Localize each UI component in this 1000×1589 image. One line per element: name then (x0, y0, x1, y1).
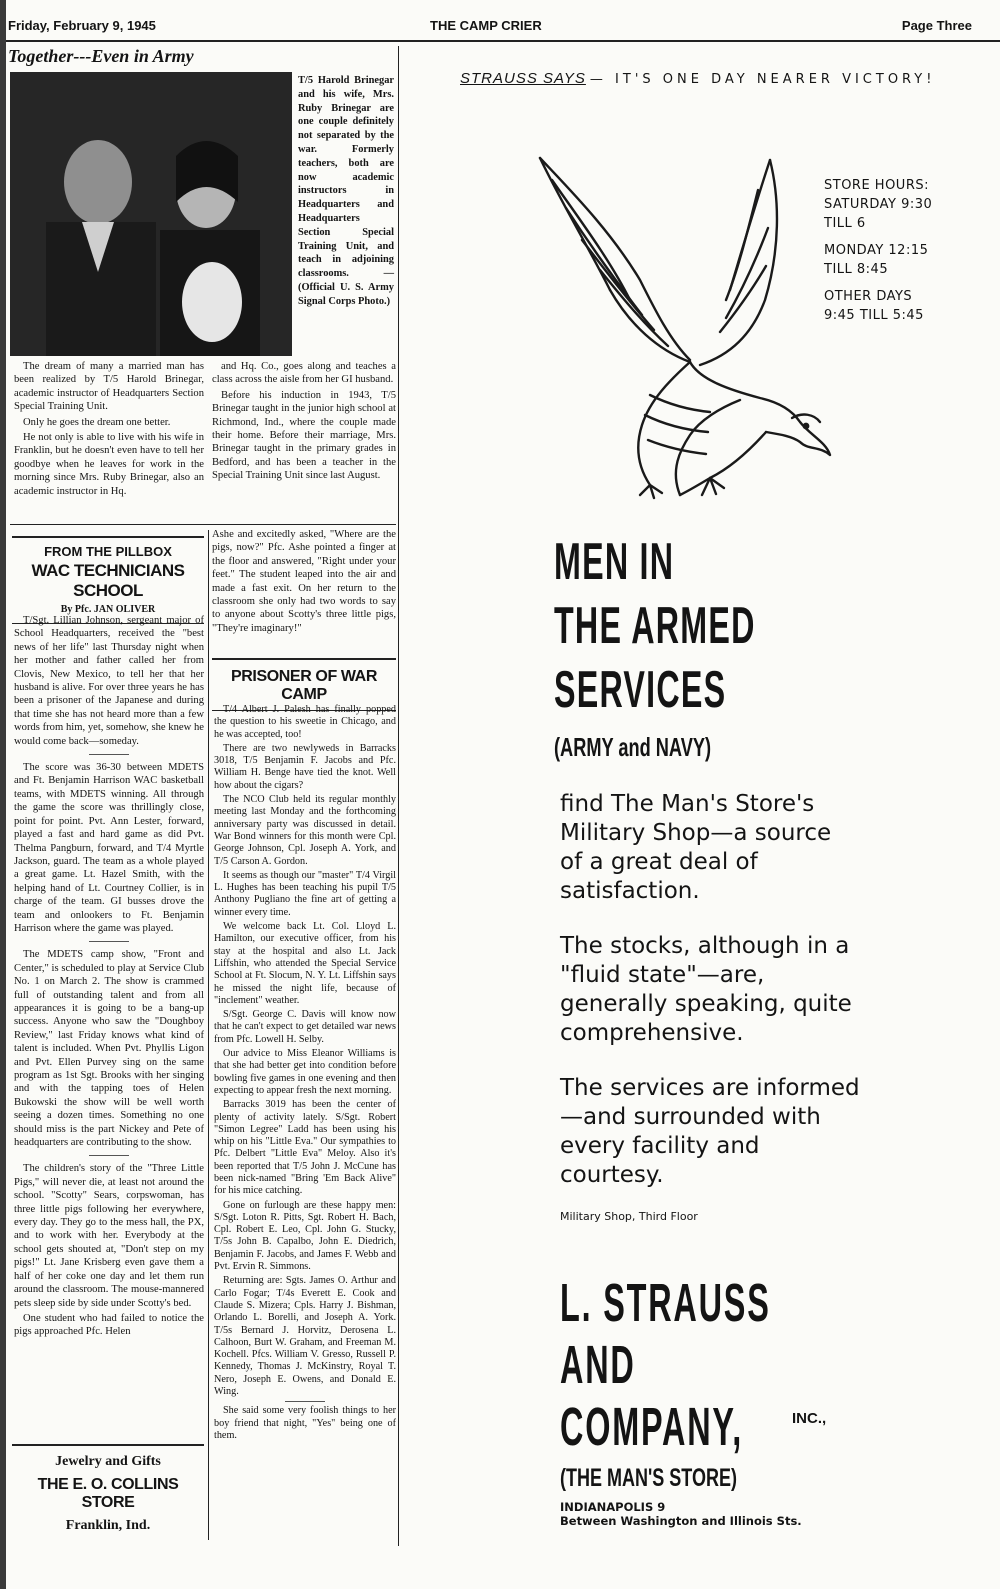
pow-paragraph: Barracks 3019 has been the center of plenty of activity lately. S/Sgt. Robert "Simon Legree" Ladd has been using his whip on his "Little Eva." Our sympathies to Pfc. Delbert "Little Eva" Meloy. Also it's been reported that T/5 John J. McCune has been nick-named "Bring 'Em Back Alive" for his mice catching. (214, 1099, 396, 1197)
masthead-rule (0, 40, 1000, 42)
collins-store-name: THE E. O. COLLINS STORE (37, 1476, 179, 1511)
store-hours-line: 9:45 TILL 5:45 (824, 308, 924, 323)
store-hours-line: MONDAY 12:15 (824, 243, 929, 258)
strauss-company (560, 1272, 980, 1528)
together-paragraph: The dream of many a married man has been realized by T/5 Harold Brinegar, academic instructor of Headquarters Section Special Training Unit. (14, 361, 204, 413)
issue-date: Friday, February 9, 1945 (8, 18, 156, 33)
couple-photo-illustration (10, 72, 292, 356)
store-hours (824, 176, 932, 325)
pillbox-paragraph: The score was 36-30 between MDETS and Ft. Benjamin Harrison WAC basketball teams, with MDETS winning. All through the game the score was thrillingly close, point for point. Pvt. Ann Lester, forward, played a fast and hard game as did Pvt. Thelma Pangburn, forward, and T/4 Myrtle Jackson, guard. The team as a whole played a great game. Lt. Hazel Smith, with the helping hand of Lt. Courtney Collier, is in charge of the team. GI busses drove the team and onlookers to Ft. Benjamin Harrison where the game was played. (14, 762, 204, 934)
together-column-left (14, 360, 204, 500)
strauss-slogan (460, 70, 935, 88)
pillbox-paragraph: The MDETS camp show, "Front and Center," is scheduled to play at Service Club No. 1 on March 2. The show is crammed full of outstanding talent and from all appearances it is going to be a bang-up success. Anyone who saw the "Doughboy Review," last Friday knows what kind of talent is included. When Pvt. Phyllis Ligon and Pvt. Ellen Purvey sing on the same program as 1st Sgt. Brooks with her singing and with the tapping toes of Helen Bukowski the show will be well worth seeing a dozen times. Something no one should miss is the part Nickey and Pete of headquarters are contributing to the show. (14, 949, 204, 1149)
pow-paragraph: Gone on furlough are these happy men: S/Sgt. Loton R. Pitts, Sgt. Robert H. Bach, Cpl. Robert E. Leo, Cpl. John G. Stucky, T/5s John B. Capalbo, John E. Diedrich, Benjamin F. Jacobs, and James F. Webb and Pvt. Ervin R. Simmons. (214, 1199, 396, 1273)
couple-photo (10, 72, 292, 356)
pillbox-header (12, 536, 204, 624)
collins-ad (12, 1444, 204, 1546)
shop-location: Military Shop, Third Floor (560, 1210, 698, 1223)
together-article (8, 46, 396, 67)
masthead (0, 14, 1000, 38)
big-heading-line: SERVICES (554, 661, 727, 719)
pow-paragraph: There are two newlyweds in Barracks 3018, T/5 Benjamin F. Jacobs and Pfc. William H. Benge have tied the knot. Well how about the cigars? (214, 742, 396, 791)
store-hours-line: STORE HOURS: (824, 178, 929, 193)
pillbox-continuation (212, 528, 396, 637)
strauss-address: Between Washington and Illinois Sts. (560, 1514, 802, 1528)
company-name-line: L. STRAUSS (560, 1273, 771, 1333)
paragraph-divider (89, 1155, 129, 1156)
strauss-city: INDIANAPOLIS 9 (560, 1500, 666, 1514)
pillbox-byline: By Pfc. JAN OLIVER (60, 604, 156, 615)
victory-slogan: — IT'S ONE DAY NEARER VICTORY! (589, 72, 936, 87)
article-rule (10, 524, 396, 525)
pow-paragraph: Returning are: Sgts. James O. Arthur and Carlo Fogar; T/4s Everett E. Cook and Claude S. Mizera; Cpls. Harry J. Bishman, Orlando L. Borelli, and Joseph A. York. T/5s Bernard J. Horvitz, Derosena L. Calhoon, Burt W. Graham, and Freeman M. Kochell. Pfcs. William V. Gresso, Russell P. Kennedy, Thomas J. McKinstry, Royal T. Nero, Joseph E. Owens, and Donald E. Wing. (214, 1275, 396, 1398)
together-paragraph: He not only is able to live with his wife in Franklin, but he doesn't even have to tell her goodbye when he leaves for work in the morning since Mrs. Ruby Brinegar, also an academic instructor in Hq. (14, 432, 204, 497)
pow-paragraph: We welcome back Lt. Col. Lloyd L. Hamilton, our executive officer, from his stay at the hospital and also Lt. Jack Liffshin, who attended the Special Service School at Ft. Slocum, N. Y. Lt. Liffshin says he missed the night life, because of "inclement" weather. (214, 921, 396, 1006)
pow-paragraph: Our advice to Miss Eleanor Williams is that she had better get into condition before bowling five games in one evening and then expecting to appear fresh the next morning. (214, 1048, 396, 1096)
collins-tagline: Jewelry and Gifts (55, 1454, 161, 1469)
strauss-paragraph: find The Man's Store's Military Shop—a source of a great deal of satisfaction. (560, 791, 832, 904)
pow-headline: PRISONER OF WAR CAMP (230, 668, 377, 703)
collins-location: Franklin, Ind. (65, 1518, 151, 1533)
pillbox-paragraph: T/Sgt. Lillian Johnson, sergeant major of School Headquarters, received the "best news of her life" last Thursday night when her mother and father called her from Clovis, New Mexico, to tell her that her husband is alive. For over three years he has been a prisoner of the Japanese and during that time she has not heard more than a few words from him, yet, somehow, she knew he would come back—someday. (14, 615, 204, 747)
photo-caption: T/5 Harold Brinegar and his wife, Mrs. Ruby Brinegar are one couple definitely not separated by the war. Formerly teachers, both are now academic instructors in Headquarters and Headquarters Section Special Training Unit, and teach in adjoining classrooms. — (Official U. S. Army Signal Corps Photo.) (298, 75, 394, 307)
store-hours-line: TILL 6 (824, 216, 866, 231)
pillbox-paragraph: One student who had failed to notice the pigs approached Pfc. Helen (14, 1312, 204, 1338)
pow-paragraph: She said some very foolish things to her boy friend that night, "Yes" being one of them. (214, 1405, 396, 1441)
company-inc: INC., (792, 1410, 827, 1427)
pow-paragraph: T/4 Albert J. Palesh has finally popped the question to his sweetie in Chicago, and he was accepted, too! (214, 704, 396, 740)
store-hours-line: OTHER DAYS (824, 289, 913, 304)
big-heading-line: MEN IN (554, 533, 675, 591)
strauss-copy (560, 790, 860, 1224)
eagle-icon (530, 150, 840, 500)
together-paragraph: Before his induction in 1943, T/5 Brinegar taught in the junior high school at Richmond, Ind., where the couple made their home. Before their marriage, Mrs. Brinegar taught in the primary grades in Bedford, and has been a teacher in the Special Training Unit since last August. (212, 389, 396, 482)
page-number: Page Three (901, 18, 972, 33)
store-hours-line: TILL 8:45 (824, 262, 889, 277)
together-headline: Together---Even in Army (8, 46, 194, 66)
page-edge (0, 0, 6, 1589)
pillbox-headline: WAC TECHNICIANS SCHOOL (31, 561, 185, 600)
paragraph-divider (89, 754, 129, 755)
pow-body (214, 704, 396, 1444)
strauss-says-label: STRAUSS SAYS (460, 70, 586, 87)
store-hours-line: SATURDAY 9:30 (824, 197, 933, 212)
company-name-row (560, 1396, 980, 1458)
header-rule (12, 536, 204, 538)
pow-paragraph: The NCO Club held its regular monthly meeting last Monday and the forthcoming anniversary party was discussed in detail. War Bond winners for this month were Cpl. George Johnson, Cpl. Joseph A. York, and T/5 Carson A. Gordon. (214, 794, 396, 867)
armed-services-heading (554, 530, 974, 762)
together-column-right (212, 360, 396, 485)
pillbox-continuation-text: Ashe and excitedly asked, "Where are the pigs, now?" Pfc. Ashe pointed a finger at the floor and answered, "Right under your feet." The student leaped into the air and made a fast exit. On her return to the classroom she only had two words to say to anyone about Scotty's three little pigs, "They're imaginary!" (212, 529, 396, 634)
pillbox-body (14, 614, 204, 1341)
column-rule (398, 46, 399, 1546)
column-rule (208, 530, 209, 1540)
big-heading-line: THE ARMED (554, 597, 756, 655)
pillbox-paragraph: The children's story of the "Three Little Pigs," will never die, at least not around the school. "Scotty" Sears, corpswoman, has three little pigs following her everywhere, every day. They go to the mess hall, the PX, and to work with her. Everybody at the school gets shouted at, "Don't step on my pigs!" Lt. Jane Krisberg even gave them a half of her coke one day and let them run around the classroom. The mouse-mannered pets sleep side by side under Scotty's bed. (14, 1163, 204, 1309)
strauss-paragraph: The services are informed—and surrounded with every facility and courtesy. (560, 1075, 860, 1188)
newspaper-name: THE CAMP CRIER (430, 18, 542, 33)
mans-store-label: (THE MAN'S STORE) (560, 1464, 737, 1492)
together-paragraph: and Hq. Co., goes along and teaches a class across the aisle from her GI husband. (212, 361, 396, 386)
pow-paragraph: It seems as though our "master" T/4 Virgil L. Hughes has been teaching his pupil T/5 Anthony Pugliano the fine art of getting a winner every time. (214, 869, 396, 918)
company-name-line: COMPANY, (560, 1397, 744, 1457)
company-name-line: AND (560, 1335, 636, 1395)
together-paragraph: Only he goes the dream one better. (23, 416, 171, 428)
paragraph-divider (89, 941, 129, 942)
paragraph-divider (285, 1401, 325, 1402)
army-navy-subheading: (ARMY and NAVY) (554, 732, 712, 762)
strauss-paragraph: The stocks, although in a "fluid state"—are, generally speaking, quite comprehensive. (560, 933, 852, 1046)
pillbox-kicker: FROM THE PILLBOX (44, 544, 172, 559)
pow-paragraph: S/Sgt. George C. Davis will know now that he can't expect to get detailed war news from Pfc. Lowell H. Selby. (214, 1009, 396, 1045)
